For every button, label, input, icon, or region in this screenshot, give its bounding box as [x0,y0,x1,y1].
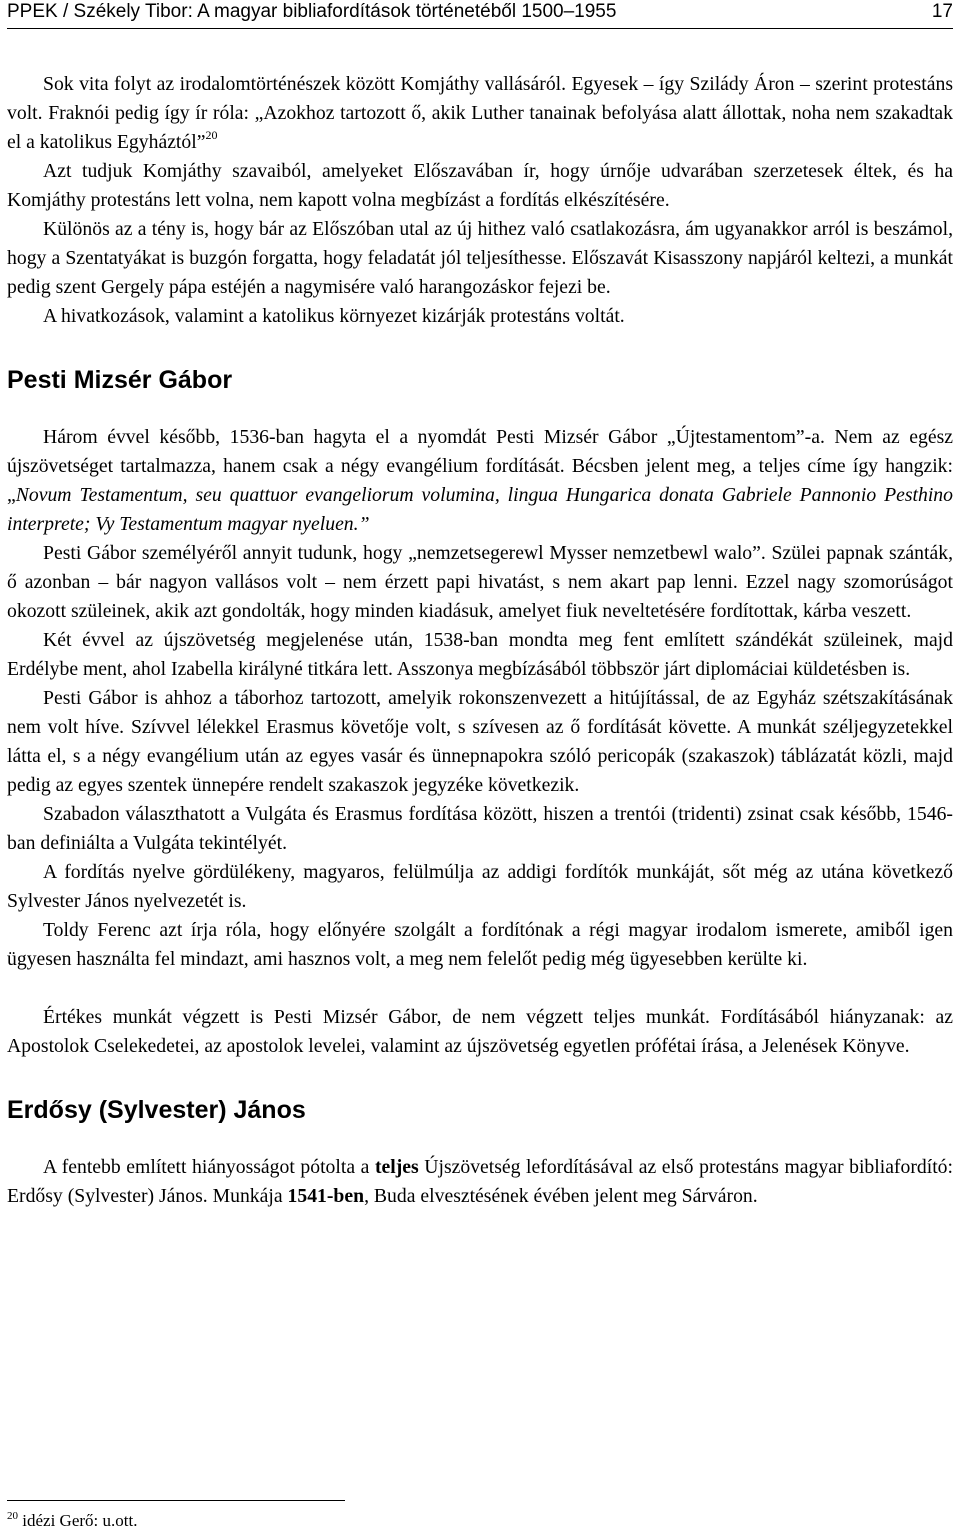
paragraph: Pesti Gábor személyéről annyit tudunk, hogy „nemzetsegerewl Mysser nemzetbewl walo”. Szülei papnak szánták, ő azonban – bár nagyon vallásos volt – nem érzett papi hivatást, s nem akart pap lenni. Ezzel nagy szomorúságot okozott szüleinek, akik azt gondolták, hogy minden kiadásuk, amelyet fiuk neveltetésére fordítottak, kárba veszett. [7,542,953,622]
footnote-separator [7,1500,345,1501]
footnote-text: idézi Gerő: u.ott. [22,1511,138,1530]
book-title: Novum Testamentum, seu quattuor evangeliorum volumina, lingua Hungarica donata Gabriele Pannonio Pesthino interprete; Vy Testamentum magyar nyeluen. [7,484,953,535]
emphasis-text: teljes [374,1156,419,1178]
paragraph: Szabadon választhatott a Vulgáta és Erasmus fordítása között, hiszen a trentói (tridenti) zsinat csak később, 1546-ban definiálta a Vulgáta tekintélyét. [7,803,953,854]
running-title: PPEK / Székely Tibor: A magyar bibliafordítások történetéből 1500–1955 [7,1,617,22]
paragraph: A hivatkozások, valamint a katolikus környezet kizárják protestáns voltát. [43,305,625,327]
page-body [7,70,953,1211]
paragraph [7,70,953,157]
paragraph: Értékes munkát végzett is Pesti Mizsér Gábor, de nem végzett teljes munkát. Fordításából hiányzanak: az Apostolok Cselekedetei, az apostolok levelei, valamint az újszövetség egyetlen prófétai írása, a Jelenések Könyve. [7,1006,953,1057]
paragraph: Azt tudjuk Komjáthy szavaiból, amelyeket Előszavában ír, hogy úrnője udvarában szerzetesek éltek, és ha Komjáthy protestáns lett volna, nem kapott volna megbízást a fordítás elkészítésére. [7,160,953,211]
page-number: 17 [931,1,953,22]
running-header [7,0,953,29]
footnote [7,1509,137,1533]
paragraph: Két évvel az újszövetség megjelenése után, 1538-ban mondta meg fent említett szándékát szüleinek, majd Erdélybe ment, ahol Izabella királyné titkára lett. Asszonya megbízásából többször járt diplomáciai küldetésben is. [7,629,953,680]
paragraph-text: Három évvel később, 1536-ban hagyta el a nyomdát Pesti Mizsér Gábor „Újtestamentom”-a. Nem az egész újszövetséget tartalmazza, hanem csak a négy evangélium fordítását. Bécsben jelent meg, a teljes címe így hangzik: „ [7,426,953,506]
footnote-number: 20 [7,1510,18,1522]
paragraph-text: A fentebb említett hiányosságot pótolta a [43,1156,375,1178]
paragraph-text: Újszövetség lefordításával az első protestáns magyar bibliafordító: Erdősy (Sylvester) János. Munkája [7,1156,953,1207]
emphasis-text: 1541-ben [287,1185,365,1207]
paragraph: Toldy Ferenc azt írja róla, hogy előnyére szolgált a fordítónak a régi magyar irodalom ismerete, amiből igen ügyesen használta fel mindazt, ami hasznos volt, a meg nem felelőt pedig még ügyesebben kerülte ki. [7,919,953,970]
footnote-reference[interactable]: 20 [205,128,218,142]
section-heading: Pesti Mizsér Gábor [7,366,233,394]
paragraph: Pesti Gábor is ahhoz a táborhoz tartozott, amelyik rokonszenvezett a hitújítással, de az Egyház szétszakításának nem volt híve. Szívvel lélekkel Erasmus követője volt, s szívesen az ő fordítását követte. A munkát széljegyzetekkel látta el, s a négy evangélium után az egyes vasár és ünnepnapokra szóló pericopák (szakaszok) táblázatát közli, majd pedig az egyes szentek ünnepére rendelt szakaszok jegyzéke következik. [7,687,953,796]
paragraph [7,423,953,539]
paragraph: A fordítás nyelve gördülékeny, magyaros, felülmúlja az addigi fordítók munkáját, sőt még az utána következő Sylvester János nyelvezetét is. [7,861,953,912]
paragraph [7,1153,953,1211]
paragraph-text: Sok vita folyt az irodalomtörténészek között Komjáthy vallásáról. Egyesek – így Szilády Áron – szerint protestáns volt. Fraknói pedig így ír róla: „Azokhoz tartozott ő, akik Luther tanainak befolyása alatt állottak, noha nem szakadtak el a katolikus Egyháztól” [7,73,953,153]
paragraph-text: , Buda elvesztésének évében jelent meg Sárváron. [364,1185,758,1207]
closing-quote: ” [358,513,370,535]
paragraph: Különös az a tény is, hogy bár az Előszóban utal az új hithez való csatlakozásra, ám ugyanakkor arról is beszámol, hogy a Szentatyákat is buzgón forgatta, hogy feladatát jól teljesíthesse. Előszavát Kisasszony napjáról keltezi, a munkát pedig szent Gergely pápa estéjén a nagymisére való harangozáskor fejezi be. [7,218,953,298]
section-heading: Erdősy (Sylvester) János [7,1096,306,1124]
